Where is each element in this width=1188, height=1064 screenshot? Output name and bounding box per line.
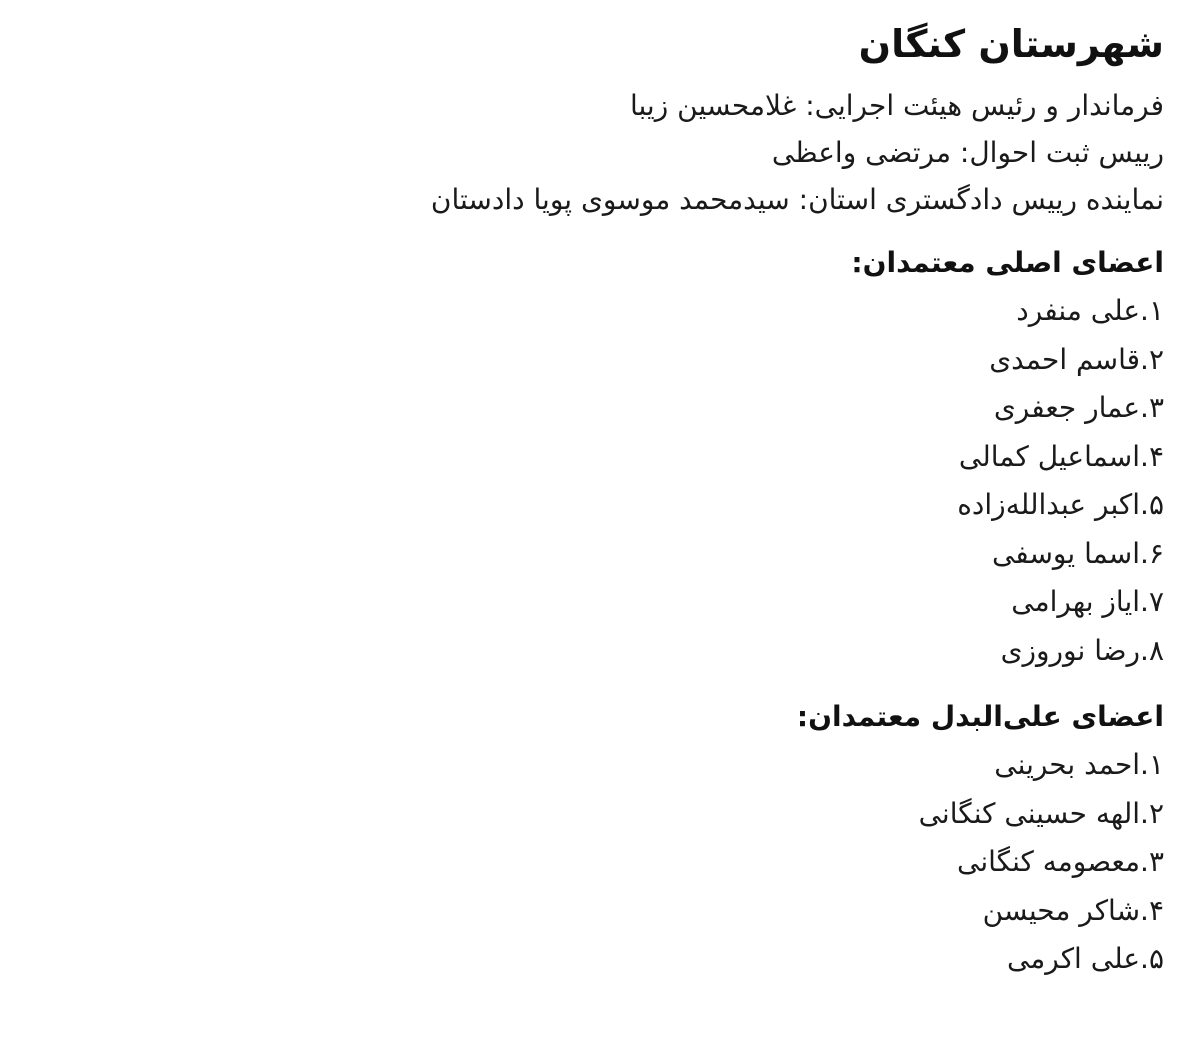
- list-item: ۷.ایاز بهرامی: [1011, 585, 1164, 618]
- list-item: ۳.معصومه کنگانی: [956, 845, 1164, 878]
- governor-line: فرماندار و رئیس هیئت اجرایی: غلامحسین زیبا: [629, 89, 1164, 122]
- list-item: ۵.علی اکرمی: [1006, 942, 1164, 975]
- list-item: ۱.احمد بحرینی: [994, 748, 1164, 781]
- page-title: شهرستان کنگان: [858, 22, 1164, 66]
- list-item: ۱.علی منفرد: [1016, 294, 1164, 327]
- list-item: ۲.الهه حسینی کنگانی: [918, 796, 1164, 830]
- alternate-members-section: [24, 693, 1164, 984]
- list-item: ۵.اکبر عبدالله‌زاده: [957, 488, 1164, 521]
- list-item: ۳.عمار جعفری: [993, 391, 1164, 424]
- main-members-heading: اعضای اصلی معتمدان:: [851, 246, 1164, 279]
- list-item: ۶.اسما یوسفی: [991, 536, 1164, 570]
- list-item: ۸.رضا نوروزی: [1000, 633, 1164, 667]
- list-item: ۴.اسماعیل کمالی: [958, 439, 1164, 473]
- main-members-section: [24, 239, 1164, 675]
- judiciary-representative-line: نماینده رییس دادگستری استان: سیدمحمد موسوی پویا دادستان: [430, 183, 1164, 216]
- main-members-list: [24, 287, 1164, 675]
- alternate-members-heading: اعضای علی‌البدل معتمدان:: [796, 700, 1164, 733]
- civil-registry-head-line: رییس ثبت احوال: مرتضی واعظی: [771, 136, 1164, 169]
- alternate-members-list: [24, 741, 1164, 984]
- list-item: ۴.شاکر محیسن: [982, 893, 1164, 927]
- list-item: ۲.قاسم احمدی: [989, 342, 1164, 376]
- officials-info: [24, 82, 1164, 223]
